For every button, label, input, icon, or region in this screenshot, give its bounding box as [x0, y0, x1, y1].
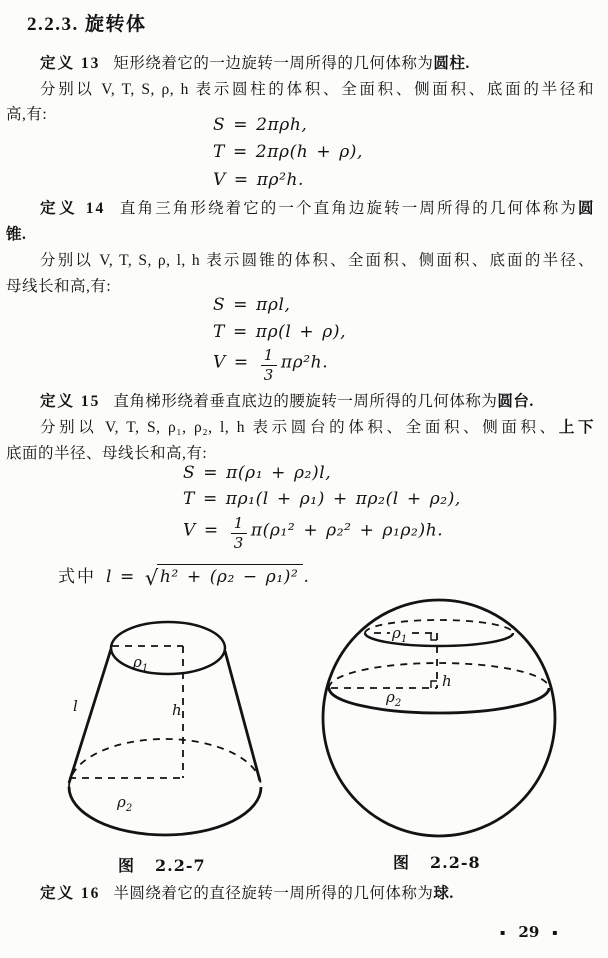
- frustum-formula-v: [183, 515, 443, 551]
- frustum-bottom-radius-label: $\rho_2$: [117, 793, 133, 814]
- def15-intro-line1: [6, 416, 594, 440]
- fraction-denominator: 3: [233, 533, 244, 552]
- cylinder-formula-v: V = πρ²h.: [213, 170, 305, 190]
- caption-number: 2.2-7: [155, 856, 206, 875]
- cylinder-formula-s: S = 2πρh,: [213, 115, 308, 135]
- frustum-top-ellipse: [111, 622, 225, 674]
- def15-intro-bold: 上下: [558, 419, 594, 436]
- caption-prefix: 图: [118, 858, 136, 875]
- one-third-fraction: [261, 347, 277, 383]
- slant-formula-radicand: h² + (ρ₂ − ρ₁)²: [157, 564, 304, 587]
- sphere-height-label: h: [442, 672, 452, 690]
- slant-formula-period: .: [303, 567, 310, 587]
- cone-formula-s: S = πρl,: [213, 295, 291, 315]
- sphere-small-circle-back: [365, 620, 513, 633]
- frustum-top-radius-label: $\rho_1$: [133, 653, 149, 674]
- def15-intro-line2: 底面的半径、母线长和高,有:: [6, 445, 208, 462]
- sphere-large-circle-back: [329, 663, 549, 688]
- slant-formula-label: 式中: [58, 567, 96, 586]
- def16-body: 半圆绕着它的直径旋转一周所得的几何体称为: [113, 885, 434, 902]
- sphere-large-circle-front: [329, 688, 549, 713]
- sphere-outline: [323, 600, 555, 836]
- def13-intro-line2: 高,有:: [6, 106, 48, 123]
- square-root-symbol: √: [144, 566, 159, 590]
- fraction-numerator: 1: [231, 515, 247, 534]
- frustum-height-label: h: [172, 701, 182, 719]
- frustum-formula-t: T = πρ₁(l + ρ₁) + πρ₂(l + ρ₂),: [183, 489, 461, 509]
- def13-intro-line1: 分别以 V, T, S, ρ, h 表示圆柱的体积、全面积、侧面积、底面的半径和: [40, 81, 594, 98]
- def14-line2: 锥.: [6, 226, 27, 243]
- figure-frustum-drawing: [55, 597, 315, 849]
- footer-left-square: ▪: [500, 927, 506, 937]
- sphere-small-circle-front: [365, 633, 513, 646]
- def15-label: 定义 15: [40, 393, 101, 410]
- frustum-formula-s: S = π(ρ₁ + ρ₂)l,: [183, 463, 332, 483]
- def13-body: 矩形绕着它的一边旋转一周所得的几何体称为: [113, 55, 434, 72]
- def14-line1: [6, 197, 594, 221]
- sphere-large-radius-label: $\rho_2$: [386, 688, 402, 709]
- def15-line: [6, 390, 594, 414]
- section-heading: 2.2.3. 旋转体: [27, 14, 147, 35]
- def15-body: 直角梯形绕着垂直底边的腰旋转一周所得的几何体称为: [113, 393, 498, 410]
- slant-height-formula: [58, 562, 309, 590]
- def14-term-part1: 圆: [577, 200, 594, 217]
- def13-term: 圆柱.: [433, 55, 470, 72]
- def16-term: 球.: [433, 885, 454, 902]
- figure-sphere-caption: [393, 850, 481, 873]
- one-third-fraction: [231, 515, 247, 551]
- def16-label: 定义 16: [40, 885, 101, 902]
- def14-label: 定义 14: [40, 200, 106, 217]
- cone-formula-v-rhs: πρ²h.: [280, 352, 329, 373]
- def14-intro-line1: 分别以 V, T, S, ρ, l, h 表示圆锥的体积、全面积、侧面积、底面的半径、: [40, 252, 594, 269]
- footer-right-square: ▪: [552, 927, 558, 937]
- caption-prefix: 图: [393, 855, 411, 872]
- frustum-left-slant-edge: [69, 649, 111, 783]
- fraction-numerator: 1: [261, 347, 277, 366]
- slant-formula-lhs: l =: [106, 567, 143, 587]
- def14-intro-line2: 母线长和高,有:: [6, 278, 112, 295]
- frustum-bottom-ellipse-back: [69, 739, 261, 787]
- def14-body: 直角三角形绕着它的一个直角边旋转一周所得的几何体称为: [118, 200, 578, 217]
- fraction-denominator: 3: [263, 365, 274, 384]
- cone-formula-v: [213, 347, 328, 383]
- def13-line: [6, 52, 594, 76]
- frustum-slant-label: l: [73, 697, 78, 715]
- frustum-right-slant-edge: [225, 651, 260, 781]
- figure-sphere-drawing: [318, 589, 568, 847]
- def13-label: 定义 13: [40, 55, 101, 72]
- cylinder-formula-t: T = 2πρ(h + ρ),: [213, 142, 364, 162]
- frustum-bottom-ellipse-front: [69, 787, 261, 835]
- caption-number: 2.2-8: [430, 853, 481, 872]
- page-footer: [500, 923, 558, 941]
- frustum-formula-v-rhs: π(ρ₁² + ρ₂² + ρ₁ρ₂)h.: [250, 520, 444, 541]
- def16-line: [6, 882, 594, 906]
- figure-frustum-caption: [118, 853, 206, 876]
- page-number: 29: [518, 923, 540, 941]
- sphere-small-radius-label: $\rho_1$: [392, 624, 408, 645]
- cone-formula-t: T = πρ(l + ρ),: [213, 322, 347, 342]
- def15-term: 圆台.: [497, 393, 534, 410]
- cone-formula-v-lhs: V =: [213, 352, 257, 373]
- frustum-formula-v-lhs: V =: [183, 520, 227, 541]
- def15-intro-text: 分别以 V, T, S, ρ₁, ρ₂, l, h 表示圆台的体积、全面积、侧面积、: [40, 419, 559, 436]
